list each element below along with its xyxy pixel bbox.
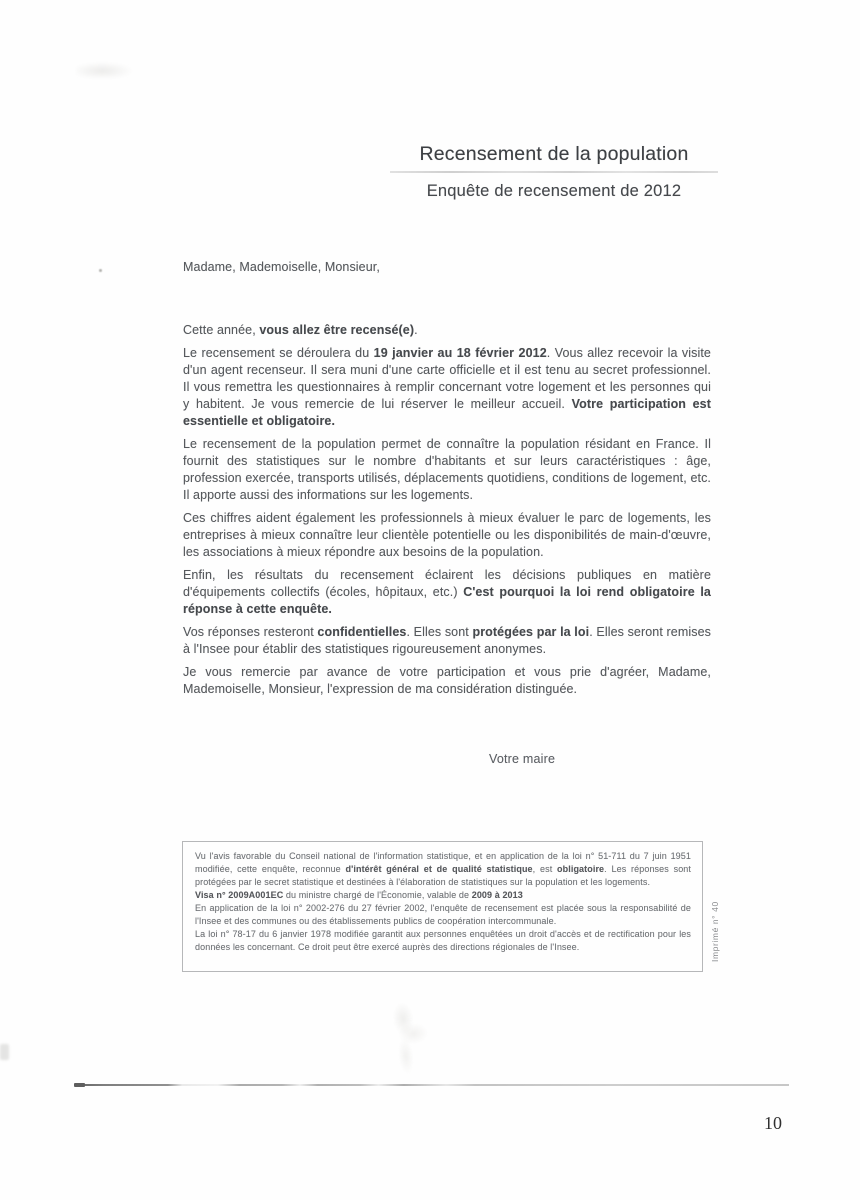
page-subtitle: Enquête de recensement de 2012	[426, 182, 682, 200]
scan-smudge-left	[0, 1044, 9, 1060]
title-divider	[390, 171, 718, 173]
body-paragraph-dates: Le recensement se déroulera du 19 janvier au 18 février 2012. Vous allez recevoir la visite d'un agent recenseur. Il sera muni d'une carte officielle et il est tenu au secret professionnel. Il vous remettra les questionnaires à remplir concernant votre logement et les personnes qui y habitent. Je vous remercie de lui réserver le meilleur accueil. Votre participation est essentielle et obligatoire.	[183, 346, 711, 428]
body-paragraph-closing: Je vous remercie par avance de votre participation et vous prie d'agréer, Madame, Mademoiselle, Monsieur, l'expression de ma considération distinguée.	[183, 665, 711, 696]
faint-stamp-mark	[378, 995, 444, 1081]
body-paragraph-law: Enfin, les résultats du recensement éclairent les décisions publiques en matière d'équipements collectifs (écoles, hôpitaux, etc.) C'est pourquoi la loi rend obligatoire la réponse à cette enquête.	[183, 568, 711, 616]
legal-paragraph-law1951: Vu l'avis favorable du Conseil national de l'information statistique, et en application de la loi n° 51-711 du 7 juin 1951 modifiée, cette enquête, reconnue d'intérêt général et de qualité statistique, est obligatoire. Les réponses sont protégées par le secret statistique et destinées à l'élaboration de statistiques sur la population et les logements.	[195, 851, 691, 887]
legal-paragraph-visa: Visa n° 2009A001EC du ministre chargé de l'Économie, valable de 2009 à 2013	[195, 890, 523, 900]
legal-box	[182, 841, 703, 972]
body-paragraph-confidentiality: Vos réponses resteront confidentielles. Elles sont protégées par la loi. Elles seront remises à l'Insee pour établir des statistiques rigoureusement anonymes.	[183, 625, 711, 656]
intro-paragraph: Cette année, vous allez être recensé(e).	[183, 323, 418, 337]
signature-line: Votre maire	[489, 752, 556, 766]
legal-paragraph-law1978: La loi n° 78-17 du 6 janvier 1978 modifiée garantit aux personnes enquêtées un droit d'accès et de rectification pour les données les concernant. Ce droit peut être exercé auprès des directions régionales de l'Insee.	[195, 929, 691, 952]
salutation: Madame, Mademoiselle, Monsieur,	[183, 260, 380, 274]
scan-smudge-top	[76, 62, 134, 78]
page-title: Recensement de la population	[419, 143, 689, 165]
body-paragraph-purpose: Le recensement de la population permet de connaître la population résidant en France. Il fournit des statistiques sur le nombre d'habitants et sur leurs caractéristiques : âge, profession exercée, transports utilisés, déplacements quotidiens, conditions de logement, etc. Il apporte aussi des informations sur les logements.	[183, 437, 711, 502]
letter-body	[183, 259, 711, 704]
legal-paragraph-law2002: En application de la loi n° 2002-276 du 27 février 2002, l'enquête de recensement est placée sous la responsabilité de l'Insee et des communes ou des établissements publics de coopération intercommunale.	[195, 903, 691, 926]
scan-margin-dot	[99, 269, 102, 272]
body-paragraph-figures: Ces chiffres aident également les professionnels à mieux évaluer le parc de logements, les entreprises à mieux connaître leur clientèle potentielle ou les disponibilités de main-d'œuvre, les associations à mieux répondre aux besoins de la population.	[183, 511, 711, 559]
scan-edge-line	[75, 1084, 789, 1086]
title-block	[390, 141, 718, 203]
page-number: 10	[764, 1113, 782, 1133]
imprint-number-label: Imprimé n° 40	[710, 901, 720, 962]
